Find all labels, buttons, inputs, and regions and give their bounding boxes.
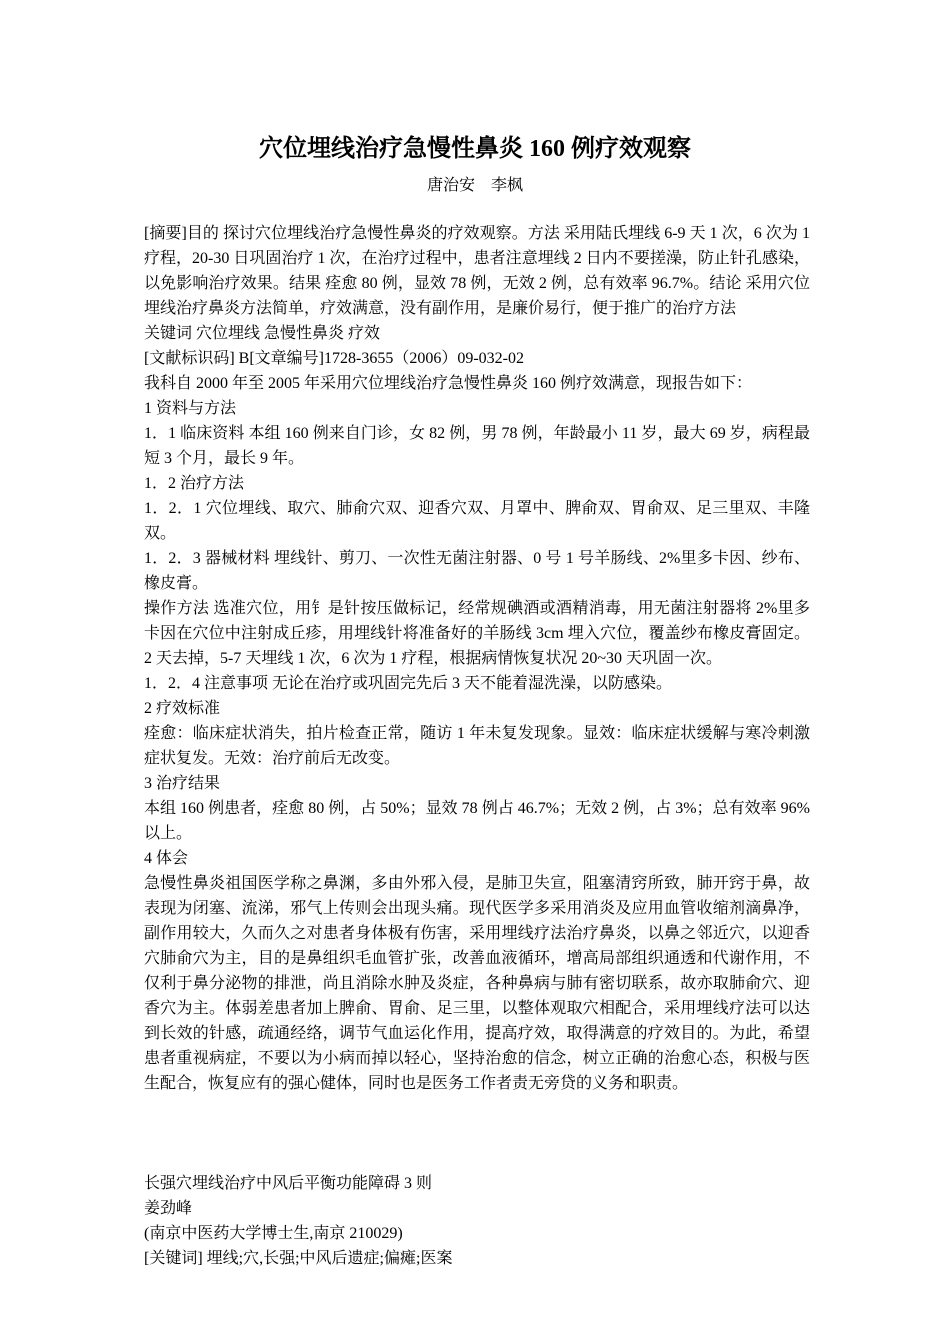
keywords-line: 关键词 穴位埋线 急慢性鼻炎 疗效: [144, 325, 381, 342]
article-authors: 唐治安 李枫: [426, 177, 523, 194]
acupoint-paragraph: 1．2．1 穴位埋线、取穴、肺俞穴双、迎香穴双、月罩中、脾俞双、胃俞双、足三里双、丰隆双。: [144, 500, 810, 542]
results-paragraph: 本组 160 例患者，痊愈 80 例，占 50%；显效 78 例占 46.7%；无效 2 例，占 3%；总有效率 96%以上。: [144, 800, 810, 842]
document-id-line: [文献标识码] B[文章编号]1728-3655（2006）09-032-02: [144, 350, 524, 367]
next-article-keywords: [关键词] 埋线;穴,长强;中风后遗症;偏瘫;医案: [144, 1250, 453, 1267]
criteria-paragraph: 痊愈：临床症状消失，拍片检查正常，随访 1 年未复发现象。显效：临床症状缓解与寒冷刺激症状复发。无效：治疗前后无改变。: [144, 725, 810, 767]
section-heading-1: 1 资料与方法: [144, 400, 237, 417]
instruments-paragraph: 1．2．3 器械材料 埋线针、剪刀、一次性无菌注射器、0 号 1 号羊肠线、2%里多卡因、纱布、橡皮膏。: [144, 550, 810, 592]
next-article-author: 姜劲峰: [144, 1200, 193, 1217]
section-heading-1-2: 1．2 治疗方法: [144, 475, 245, 492]
section-heading-2: 2 疗效标准: [144, 700, 221, 717]
section-spacer: [144, 1096, 810, 1171]
discussion-paragraph: 急慢性鼻炎祖国医学称之鼻渊，多由外邪入侵，是肺卫失宣，阻塞清窍所致，肺开窍于鼻，故表现为闭塞、流涕，邪气上传则会出现头痛。现代医学多采用消炎及应用血管收缩剂滴鼻净，副作用较大，久而久之对患者身体极有伤害，采用埋线疗法治疗鼻炎，以鼻之邻近穴，以迎香穴肺俞穴为主，目的是鼻组织毛血管扩张，改善血液循环，增高局部组织通透和代谢作用，不仅利于鼻分泌物的排泄，尚且消除水肿及炎症，各种鼻病与肺有密切联系，故亦取肺俞穴、迎香穴为主。体弱差患者加上脾俞、胃俞、足三里，以整体观取穴相配合，采用埋线疗法可以达到长效的针感，疏通经络，调节气血运化作用，提高疗效，取得满意的疗效目的。为此，希望患者重视病症，不要以为小病而掉以轻心，坚持治愈的信念，树立正确的治愈心态，积极与医生配合，恢复应有的强心健体，同时也是医务工作者责无旁贷的义务和职责。: [144, 875, 810, 1092]
procedure-paragraph: 操作方法 选准穴位，用钅是针按压做标记，经常规碘酒或酒精消毒，用无菌注射器将 2%里多卡因在穴位中注射成丘疹，用埋线针将准备好的羊肠线 3cm 埋入穴位，覆盖纱布橡皮膏固定。2 天去掉，5-7 天埋线 1 次，6 次为 1 疗程，根据病情恢复状况 20~30 天巩固一次。: [144, 600, 810, 667]
precautions-paragraph: 1．2．4 注意事项 无论在治疗或巩固完先后 3 天不能着湿洗澡，以防感染。: [144, 675, 673, 692]
section-heading-4: 4 体会: [144, 850, 189, 867]
intro-paragraph: 我科自 2000 年至 2005 年采用穴位埋线治疗急慢性鼻炎 160 例疗效满意，现报告如下：: [144, 375, 753, 392]
section-heading-3: 3 治疗结果: [144, 775, 221, 792]
article-title: 穴位埋线治疗急慢性鼻炎 160 例疗效观察: [259, 136, 691, 162]
next-article-title: 长强穴埋线治疗中风后平衡功能障碍 3 则: [144, 1175, 433, 1192]
article-body: [144, 221, 810, 1271]
abstract-paragraph: [摘要]目的 探讨穴位埋线治疗急慢性鼻炎的疗效观察。方法 采用陆氏埋线 6-9 天 1 次，6 次为 1 疗程，20-30 日巩固治疗 1 次，在治疗过程中，患者注意埋线 2 日内不要搓澡，防止针孔感染，以免影响治疗效果。结果 痊愈 80 例，显效 78 例，无效 2 例，总有效率 96.7%。结论 采用穴位埋线治疗鼻炎方法简单，疗效满意，没有副作用，是廉价易行，便于推广的治疗方法: [144, 225, 810, 317]
clinical-data-paragraph: 1．1 临床资料 本组 160 例来自门诊，女 82 例，男 78 例，年龄最小 11 岁，最大 69 岁，病程最短 3 个月，最长 9 年。: [144, 425, 810, 467]
next-article: [144, 1171, 810, 1271]
next-article-affiliation: (南京中医药大学博士生,南京 210029): [144, 1225, 403, 1242]
